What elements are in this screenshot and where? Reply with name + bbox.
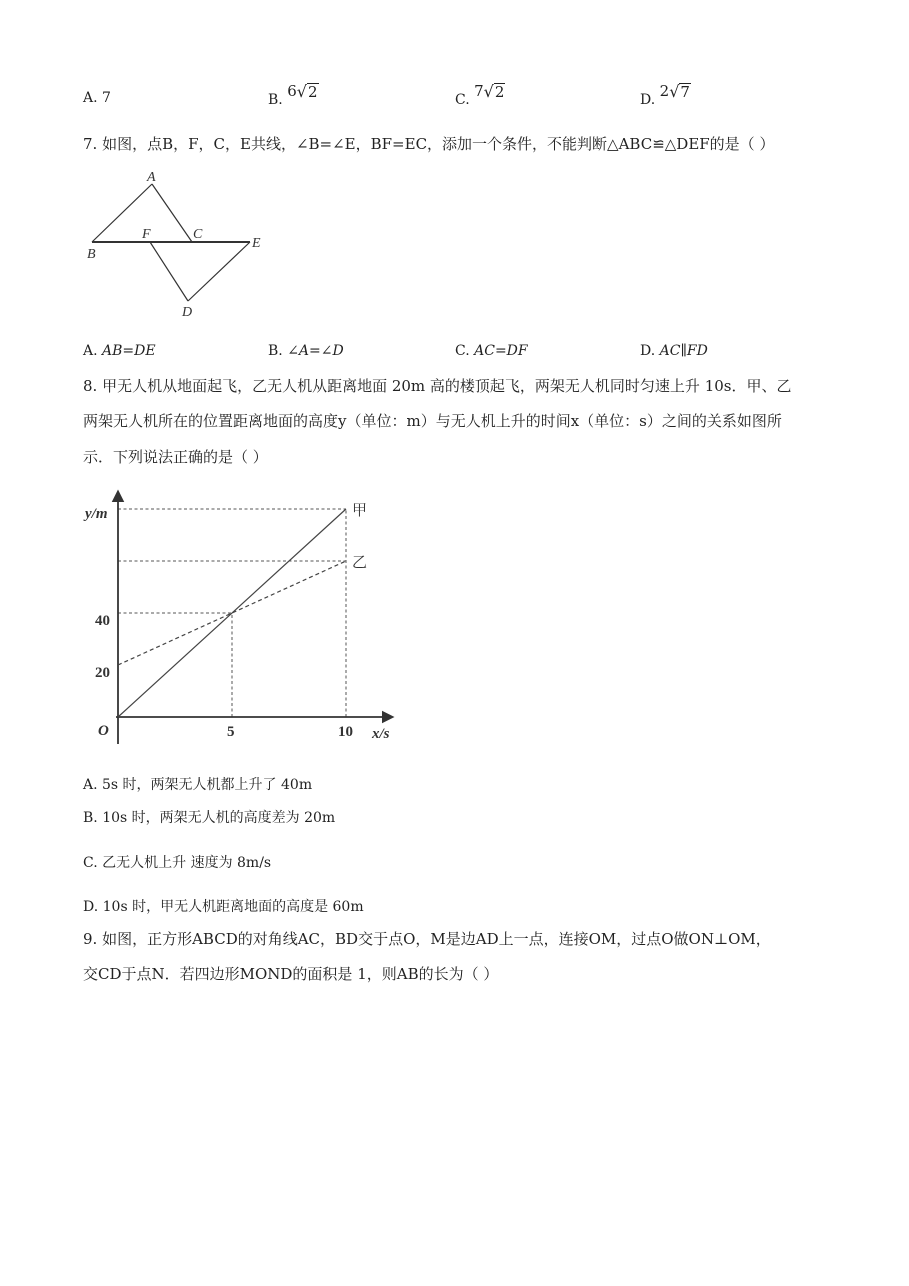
label-e: E <box>252 236 261 251</box>
q8-stem-line-3: 示．下列说法正确的是（ ） <box>83 448 268 466</box>
label-c: C <box>193 227 203 242</box>
segment-ac <box>152 184 192 242</box>
q6-option-c <box>455 82 505 108</box>
q6-option-d <box>640 82 691 108</box>
q9-stem-line-2: 交CD于点N．若四边形MOND的面积是 1，则AB的长为（ ） <box>83 965 499 983</box>
q9-stem-line-1: 9. 如图，正方形ABCD的对角线AC，BD交于点O，M是边AD上一点，连接OM，过点O做ON⊥OM， <box>83 930 771 948</box>
label-a: A <box>147 170 156 185</box>
label-d: D <box>182 305 193 320</box>
series-label-yi: 乙 <box>352 555 368 571</box>
q7-option-b: B. ∠A=∠D <box>268 343 344 359</box>
option-letter: A. <box>83 90 98 106</box>
x-tick-label: 10 <box>338 724 353 740</box>
segment-fd <box>150 242 188 301</box>
q7-stem: 7. 如图，点B，F，C，E共线，∠B=∠E，BF=EC，添加一个条件，不能判断△ABC≌△DEF的是（ ） <box>83 135 775 153</box>
segment-de <box>188 242 250 301</box>
origin-label: O <box>98 723 109 739</box>
option-value: 7 <box>102 90 111 106</box>
q8-option-d: D. 10s 时，甲无人机距离地面的高度是 60m <box>83 899 364 915</box>
q8-stem-line-2: 两架无人机所在的位置距离地面的高度y（单位：m）与无人机上升的时间x（单位：s）之间的关系如图所 <box>83 412 782 430</box>
label-b: B <box>87 247 96 262</box>
q8-option-a: A. 5s 时，两架无人机都上升了 40m <box>83 777 313 793</box>
y-axis-label: y/m <box>85 506 108 522</box>
option-letter: D. <box>640 92 656 108</box>
q8-option-c: C. 乙无人机上升 速度为 8m/s <box>83 855 272 871</box>
y-tick-label: 20 <box>95 665 110 681</box>
q6-option-b <box>268 82 319 108</box>
option-letter: B. <box>268 92 283 108</box>
radical-expression: 6 √ 2 <box>287 82 318 101</box>
q8-chart <box>80 488 400 748</box>
option-letter: C. <box>455 92 470 108</box>
q8-stem-line-1: 8. 甲无人机从地面起飞，乙无人机从距离地面 20m 高的楼顶起飞，两架无人机同时匀速上升 10s．甲、乙 <box>83 377 792 395</box>
q7-option-a: A. AB=DE <box>83 343 156 359</box>
q6-option-a <box>83 90 111 106</box>
label-f: F <box>142 227 151 242</box>
y-tick-label: 40 <box>95 613 110 629</box>
q8-option-b: B. 10s 时，两架无人机的高度差为 20m <box>83 810 336 826</box>
series-label-jia: 甲 <box>352 503 368 519</box>
q7-option-c: C. AC=DF <box>455 343 528 359</box>
q7-figure <box>80 165 280 325</box>
x-axis-label: x/s <box>372 726 390 742</box>
q7-option-d: D. AC∥FD <box>640 343 708 359</box>
radical-expression: 7 √ 2 <box>474 82 505 101</box>
x-tick-label: 5 <box>227 724 235 740</box>
radical-expression: 2 √ 7 <box>659 82 690 101</box>
